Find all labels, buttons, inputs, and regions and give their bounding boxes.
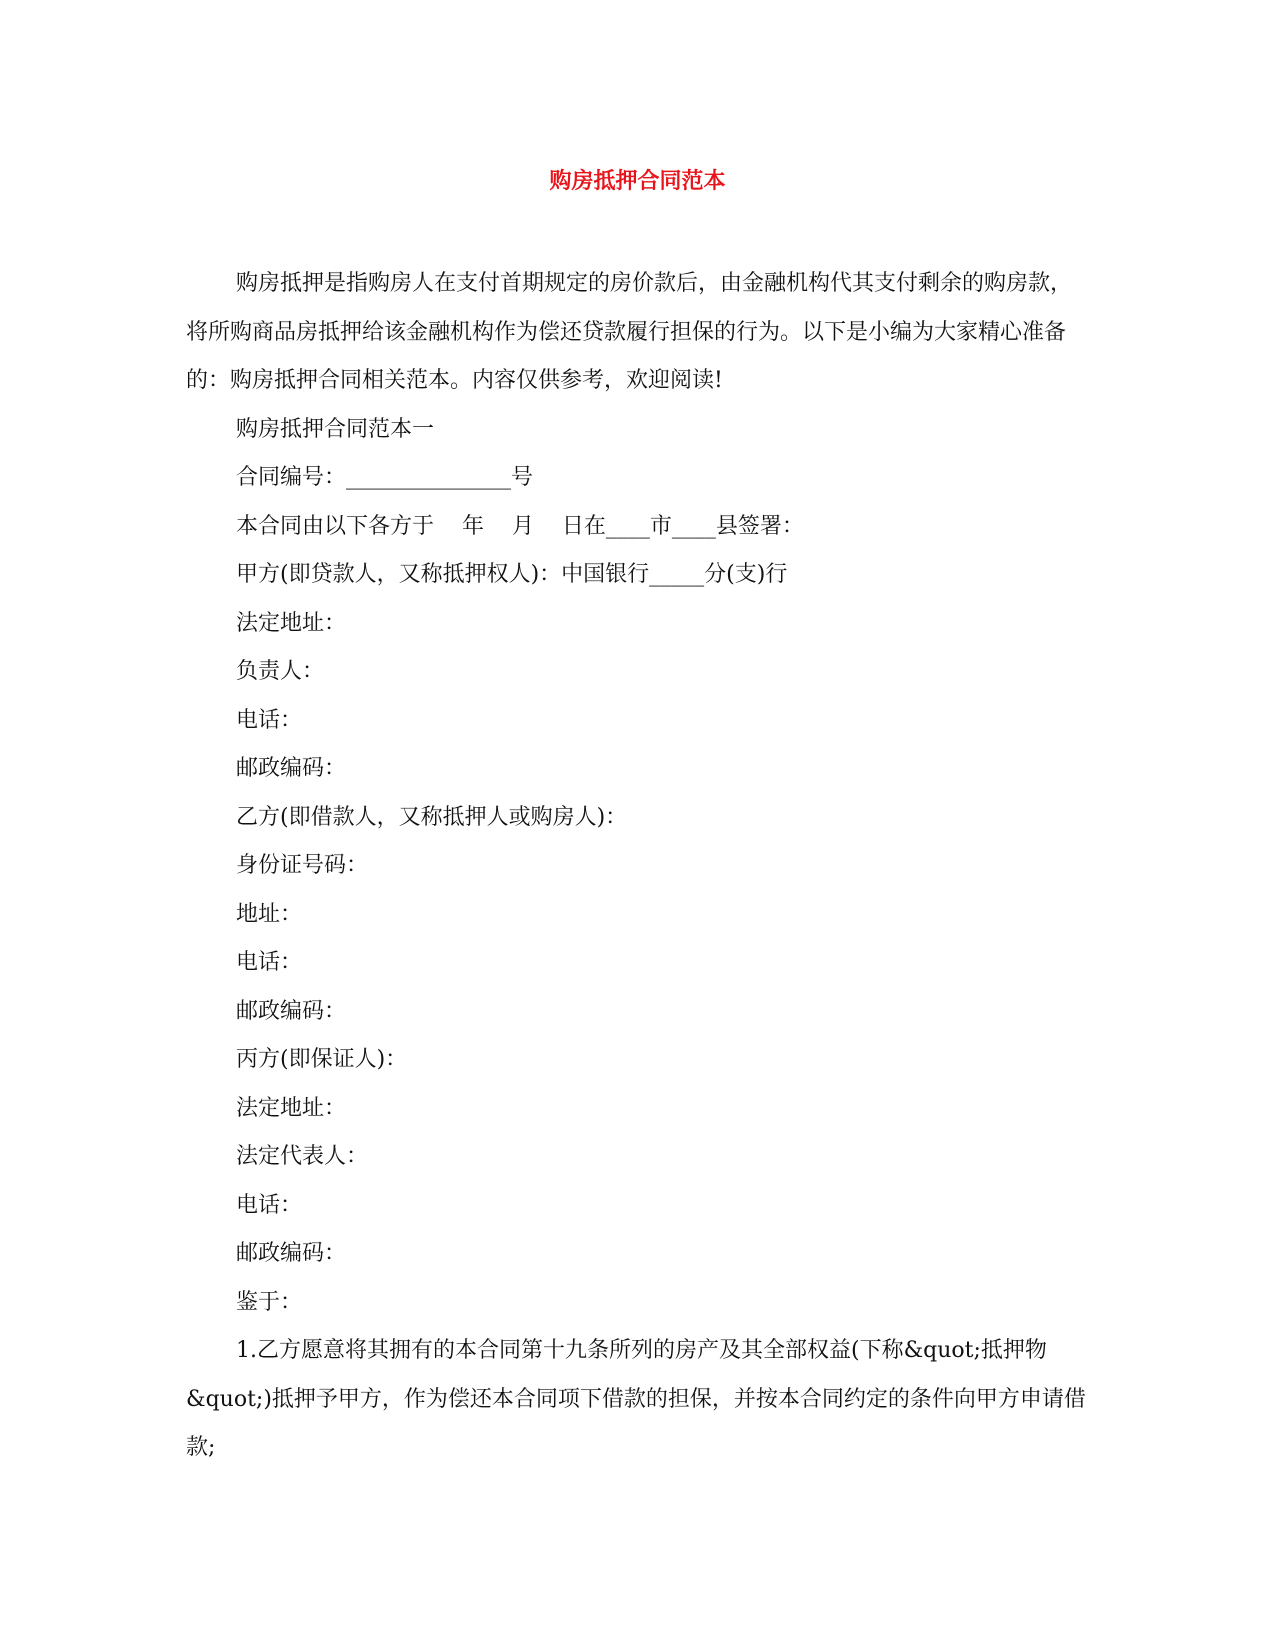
party-c-line: 丙方(即保证人)： — [236, 1047, 408, 1072]
party-a-phone: 电话： — [236, 707, 303, 733]
party-c-phone: 电话： — [236, 1192, 303, 1218]
party-c-postcode: 邮政编码： — [236, 1241, 347, 1266]
party-b-postcode: 邮政编码： — [236, 998, 347, 1024]
party-a-line: 甲方(即贷款人，又称抵押权人)：中国银行_____分(支)行 — [236, 562, 788, 587]
intro-paragraph: 购房抵押是指购房人在支付首期规定的房价款后，由金融机构代其支付剩余的购房款，将所购商品房抵押给该金融机构作为偿还贷款履行担保的行为。以下是小编为大家精心准备的：购房抵押合同相关范本。内容仅供参考，欢迎阅读! — [186, 271, 1073, 393]
whereas-heading: 鉴于： — [236, 1289, 303, 1315]
party-a-postcode: 邮政编码： — [236, 756, 347, 781]
party-a-address: 法定地址： — [236, 610, 347, 636]
party-b-phone: 电话： — [236, 950, 303, 975]
document-body — [186, 260, 1086, 1473]
signing-line: 本合同由以下各方于 年 月 日在____市____县签署： — [236, 513, 804, 539]
clause-1: 1.乙方愿意将其拥有的本合同第十九条所列的房产及其全部权益(下称&quot;抵押物&quot;)抵押予甲方，作为偿还本合同项下借款的担保，并按本合同约定的条件向甲方申请借款; — [186, 1338, 1086, 1460]
party-a-principal: 负责人： — [236, 659, 325, 684]
document-title: 购房抵押合同范本 — [549, 168, 726, 194]
party-c-representative: 法定代表人： — [236, 1144, 369, 1169]
party-c-address: 法定地址： — [236, 1095, 347, 1121]
contract-number-line: 合同编号：_______________号 — [236, 465, 534, 490]
party-b-id-number: 身份证号码： — [236, 853, 369, 878]
party-b-address: 地址： — [236, 901, 303, 927]
party-b-line: 乙方(即借款人，又称抵押人或购房人)： — [236, 804, 628, 830]
section-heading: 购房抵押合同范本一 — [236, 416, 435, 442]
